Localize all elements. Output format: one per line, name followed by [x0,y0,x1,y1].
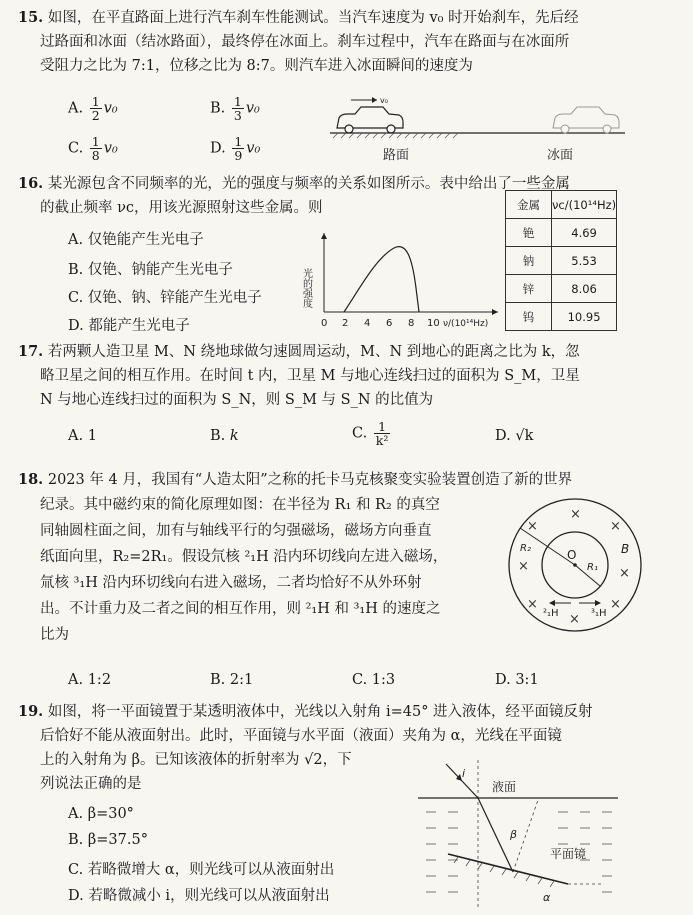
option-label: A. [68,672,84,688]
question-16 [18,172,570,220]
option-d[interactable] [495,428,533,444]
question-text: 上的入射角为 β。已知该液体的折射率为 √2，下 [40,752,352,768]
alpha-label: α [543,891,551,904]
table-cell: 铯 [506,219,552,247]
question-17 [18,340,673,412]
arrowhead [492,309,498,315]
mirror-liquid-figure [418,760,623,910]
option-text: β=30° [87,806,134,822]
option-a[interactable] [68,228,204,249]
option-text: √k [515,428,534,444]
table-cell: 钠 [506,247,552,275]
table-row [506,275,617,303]
deuteron-label: ²₁H [543,608,559,619]
option-label: A. [68,806,84,822]
x-axis-label: ν/(10¹⁴Hz) [443,319,489,329]
fraction: $\frac{1}{\text{k²}}$ [375,419,389,448]
option-label: A. [68,100,84,117]
option-text: 仅铯能产生光电子 [87,232,204,248]
option-label: D. [68,318,84,334]
tick-label: 6 [386,318,393,329]
option-text: β=37.5° [87,832,148,848]
cross-mark: × [610,519,621,534]
surface-label: 液面 [492,780,517,794]
arrowhead [321,233,327,239]
center-label: O [567,548,577,562]
question-text: 出。不计重力及二者之间的相互作用，则 ²₁H 和 ³₁H 的速度之 [40,601,441,617]
option-text: 若略微减小 i，则光线可以从液面射出 [88,888,330,904]
option-text: 若略微增大 α，则光线可以从液面射出 [87,862,335,878]
option-label: D. [210,140,226,157]
incidence-angle-label: i [462,767,466,780]
question-text: 某光源包含不同频率的光，光的强度与频率的关系如图所示。表中给出了一些金属 [47,176,570,192]
table-row [506,303,617,331]
cross-mark: × [527,597,538,612]
table-header-row [506,191,617,219]
tokamak-figure [505,495,645,635]
option-b[interactable] [210,672,253,688]
tick-label: 10 [427,318,440,329]
option-c[interactable]: C. $\frac{1}{8}$ v₀ [68,134,118,163]
cross-mark: × [570,507,581,522]
table-row [506,247,617,275]
tick-label: 8 [408,318,415,329]
mirror-hatching [454,857,554,887]
table-cell: 5.53 [552,247,617,275]
option-text: 都能产生光电子 [88,318,190,334]
question-text: 纸面向里，R₂=2R₁。假设氘核 ²₁H 沿内环切线向左进入磁场， [40,549,448,565]
v0-label: v₀ [380,96,388,105]
table-cell: 钨 [506,303,552,331]
option-label: B. [68,832,84,848]
mirror-label: 平面镜 [550,847,587,861]
y-axis-label: 光的强度 [300,268,312,308]
option-label: B. [210,428,226,444]
question-text: 后恰好不能从液面射出。此时，平面镜与水平面（液面）夹角为 α，光线在平面镜 [40,728,562,744]
question-text: 过路面和冰面（结冰路面），最终停在冰面上。刹车过程中，汽车在路面与在冰面所 [40,34,570,50]
table-row [506,219,617,247]
cross-mark: × [610,597,621,612]
tick-label: 2 [342,318,349,329]
option-label: C. [68,140,84,157]
table-cell: 8.06 [552,275,617,303]
option-a[interactable] [68,428,97,444]
option-a[interactable]: A. $\frac{1}{2}$ v₀ [68,94,118,123]
question-text: 如图，在平直路面上进行汽车刹车性能测试。当汽车速度为 v₀ 时开始刹车，先后经 [47,10,579,26]
option-label: C. [352,425,368,442]
refracted-ray [478,798,513,872]
road-label: 路面 [383,148,410,163]
intensity-curve [344,247,419,312]
question-text: 若两颗人造卫星 M、N 绕地球做匀速圆周运动，M、N 到地心的距离之比为 k，忽 [47,344,580,360]
cross-mark: × [569,612,580,627]
table-header: 金属 [506,191,552,219]
cross-mark: × [518,559,529,574]
question-number: 15. [18,9,44,26]
tick-label: 0 [321,318,328,329]
question-number: 17. [18,343,44,360]
question-text: 如图，将一平面镜置于某透明液体中，光线以入射角 i=45° 进入液体，经平面镜反射 [47,704,593,720]
option-c[interactable] [68,858,334,879]
option-c[interactable] [352,420,392,447]
field-label: B [621,542,630,556]
option-text: 2:1 [229,672,254,688]
option-text: 1:3 [371,672,396,688]
table-cell: 4.69 [552,219,617,247]
option-d[interactable] [68,314,190,335]
option-label: D. [495,428,511,444]
tick-label: 4 [364,318,371,329]
arrowhead [595,600,601,606]
question-text: 列说法正确的是 [40,776,142,792]
triton-label: ³₁H [591,608,607,619]
option-d[interactable] [495,672,539,688]
question-number: 19. [18,703,44,720]
question-number: 18. [18,471,44,488]
car-braking-figure [325,90,635,165]
table-cell: 锌 [506,275,552,303]
beta-label: β [510,828,518,841]
option-text: 1:2 [87,672,112,688]
question-text: 同轴圆柱面之间，加有与轴线平行的匀强磁场，磁场方向垂直 [40,523,432,539]
fraction: $\frac{1}{8}$ [91,134,100,163]
question-15 [18,6,673,78]
option-label: B. [68,262,84,278]
option-b[interactable] [210,428,239,444]
option-label: D. [495,672,511,688]
option-text: 1 [87,428,97,444]
option-a[interactable] [68,806,134,822]
question-text: 的截止频率 νc，用该光源照射这些金属。则 [40,200,323,216]
arrowhead [372,97,377,103]
table-header: νc/(10¹⁴Hz) [552,191,617,219]
question-text: 受阻力之比为 7:1，位移之比为 8:7。则汽车进入冰面瞬间的速度为 [40,58,473,74]
option-text: k [229,428,239,444]
option-b[interactable]: B. $\frac{1}{3}$ v₀ [210,94,260,123]
option-b[interactable] [68,258,233,279]
question-text: 2023 年 4 月，我国有“人造太阳”之称的托卡马克核聚变实验装置创造了新的世界 [47,472,573,488]
option-label: A. [68,428,84,444]
question-text: N 与地心连线扫过的面积为 S_N，则 S_M 与 S_N 的比值为 [40,392,434,408]
r1-label: R₁ [587,562,598,573]
question-number: 16. [18,175,44,192]
field-crosses [518,507,630,627]
option-c[interactable] [352,672,395,688]
cutoff-frequency-table [505,190,617,331]
option-label: C. [68,862,84,878]
option-b[interactable] [68,832,148,848]
option-label: D. [68,888,84,904]
option-text: 仅铯、钠能产生光电子 [87,262,233,278]
car-on-road [337,107,403,133]
cross-mark: × [619,566,630,581]
option-text: 仅铯、钠、锌能产生光电子 [87,290,262,306]
ice-label: 冰面 [547,148,574,163]
option-text: 3:1 [515,672,539,688]
question-text: 纪录。其中磁约束的简化原理如图：在半径为 R₁ 和 R₂ 的真空 [40,497,440,513]
road-hatching [333,133,458,138]
option-label: C. [68,290,84,306]
fraction: $\frac{1}{3}$ [233,94,242,123]
fraction: $\frac{1}{2}$ [91,94,100,123]
r2-label: R₂ [520,543,531,554]
fraction: $\frac{1}{9}$ [234,134,243,163]
intensity-frequency-graph [298,228,503,333]
option-d[interactable] [68,884,330,905]
table-cell: 10.95 [552,303,617,331]
question-text: 氚核 ³₁H 沿内环切线向右进入磁场，二者均恰好不从外环射 [40,575,422,591]
arrowhead [549,600,555,606]
car-on-ice [553,107,619,133]
cross-mark: × [527,519,538,534]
option-a[interactable] [68,672,111,688]
question-text: 略卫星之间的相互作用。在时间 t 内，卫星 M 与地心连线扫过的面积为 S_M，卫星 [40,368,580,384]
option-label: A. [68,232,84,248]
option-c[interactable] [68,286,262,307]
option-label: C. [352,672,368,688]
option-d[interactable]: D. $\frac{1}{9}$ v₀ [210,134,261,163]
option-label: B. [210,672,226,688]
option-label: B. [210,100,226,117]
question-text: 比为 [40,627,69,643]
